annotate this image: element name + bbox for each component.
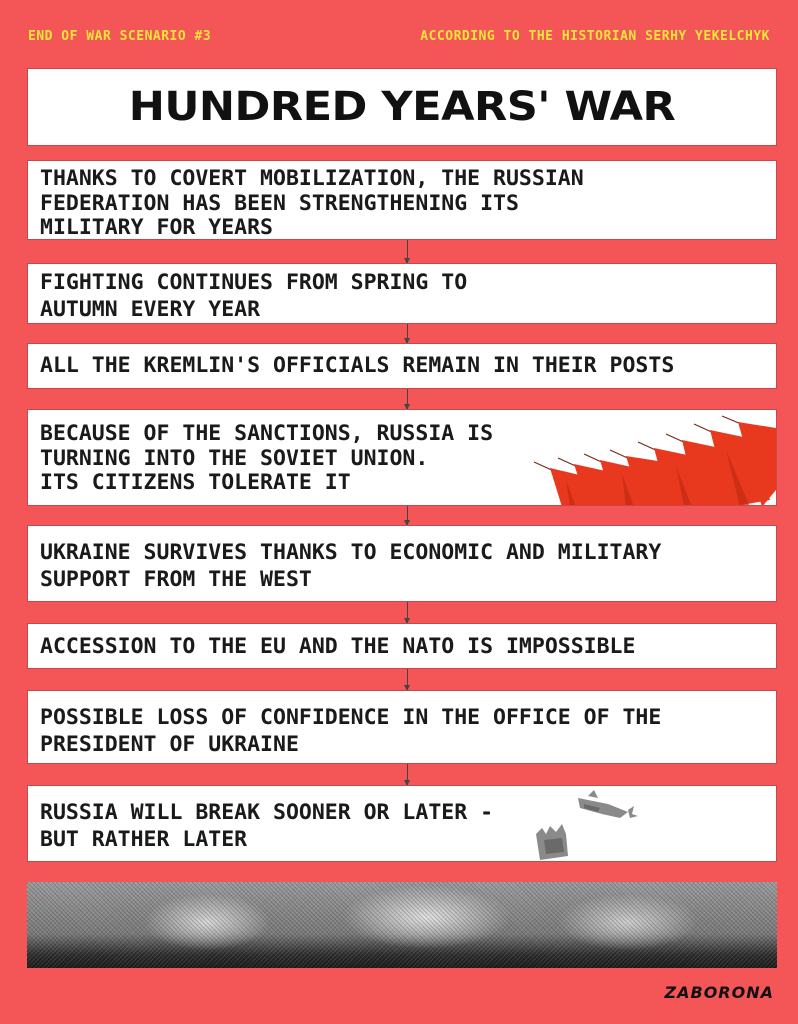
arrow-5 [407, 602, 408, 623]
step-3 [27, 343, 777, 389]
step-6 [27, 623, 777, 669]
header-left: END OF WAR SCENARIO #3 [28, 29, 212, 44]
step-1-text: THANKS TO COVERT MOBILIZATION, THE RUSSIAN FEDERATION HAS BEEN STRENGTHENING ITS MILITARY FOR YEARS [40, 166, 584, 240]
step-6-text: ACCESSION TO THE EU AND THE NATO IS IMPOSSIBLE [40, 634, 636, 659]
arrow-1 [407, 240, 408, 263]
step-5-text: UKRAINE SURVIVES THANKS TO ECONOMIC AND MILITARY SUPPORT FROM THE WEST [40, 540, 662, 592]
step-5 [27, 525, 777, 602]
arrow-2 [407, 324, 408, 343]
step-1 [27, 160, 777, 240]
step-8-text: RUSSIA WILL BREAK SOONER OR LATER - BUT RATHER LATER [40, 800, 494, 852]
arrow-6 [407, 669, 408, 690]
step-3-text: ALL THE KREMLIN'S OFFICIALS REMAIN IN THEIR POSTS [40, 353, 675, 378]
arrow-3 [407, 389, 408, 409]
step-7-text: POSSIBLE LOSS OF CONFIDENCE IN THE OFFICE OF THE PRESIDENT OF UKRAINE [40, 705, 662, 757]
arrow-7 [407, 764, 408, 785]
arrow-4 [407, 506, 408, 525]
zaborona-logo: ZABORONA [664, 983, 774, 1002]
step-7 [27, 690, 777, 764]
soviet-flags-illustration [526, 410, 776, 506]
step-4 [27, 409, 777, 506]
broken-kremlin-tower-illustration [528, 790, 648, 860]
step-4-text: BECAUSE OF THE SANCTIONS, RUSSIA IS TURNING INTO THE SOVIET UNION. ITS CITIZENS TOLERATE IT [40, 421, 494, 495]
step-8 [27, 785, 777, 862]
title-box [27, 68, 777, 146]
page-title: HUNDRED YEARS' WAR [128, 84, 676, 130]
header-right: ACCORDING TO THE HISTORIAN SERHY YEKELCHYK [420, 29, 770, 44]
step-2-text: FIGHTING CONTINUES FROM SPRING TO AUTUMN EVERY YEAR [40, 270, 468, 322]
step-2 [27, 263, 777, 324]
explosion-photo [27, 882, 777, 968]
